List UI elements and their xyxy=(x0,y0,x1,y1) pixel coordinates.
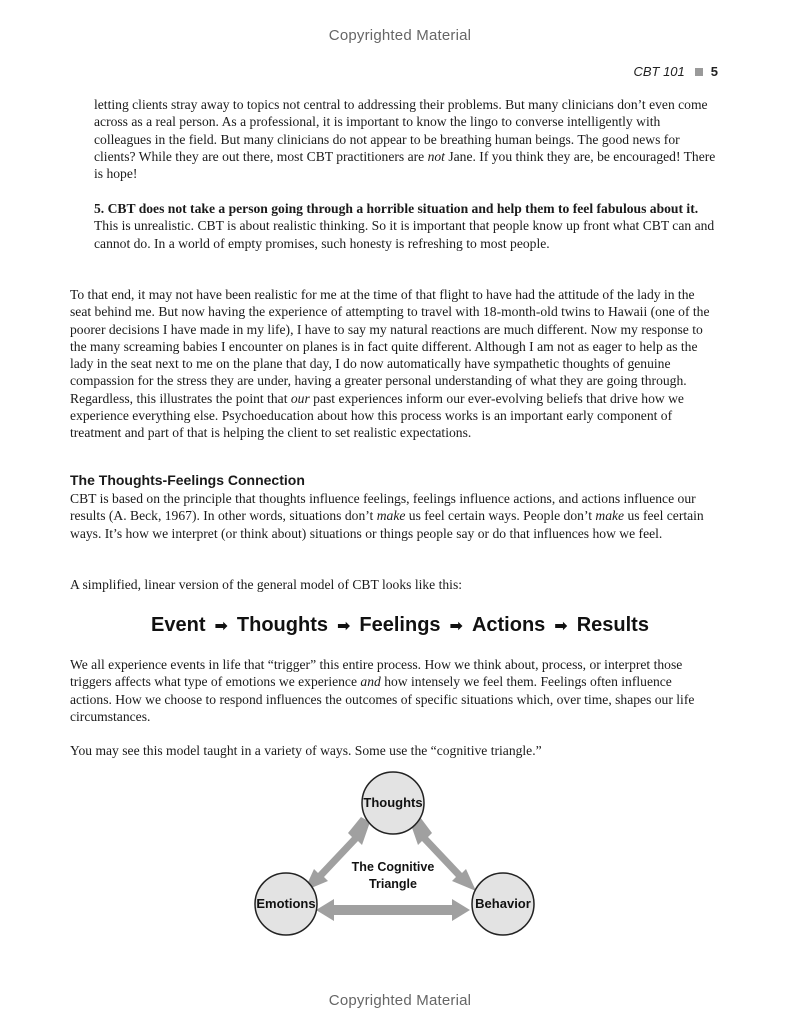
paragraph-model-intro: A simplified, linear version of the general model of CBT looks like this: xyxy=(70,577,463,592)
cognitive-triangle-diagram xyxy=(240,767,540,942)
arrow-right-icon: ➡ xyxy=(337,617,351,635)
paragraph-clinicians: letting clients stray away to topics not central to addressing their problems. But many clinicians don’t even come across as a real person. As a professional, it is important to know the lingo to converse intelligently with colleagues in the field. But many clinicians do not appear to be breathing human beings. The good news for clients? While they are out there, most CBT practitioners are not Jane. If you think they are, be encouraged! There is hope! xyxy=(94,97,716,182)
page-number: 5 xyxy=(710,64,718,79)
flow-step-results: Results xyxy=(576,614,649,636)
arrow-thoughts-behavior-icon xyxy=(410,817,476,891)
triangle-title-line1: The Cognitive xyxy=(351,860,435,874)
node-label-emotions: Emotions xyxy=(256,896,316,911)
node-behavior xyxy=(472,873,534,935)
flow-step-feelings: Feelings xyxy=(359,614,441,636)
flow-step-actions: Actions xyxy=(471,614,546,636)
paragraph-cbt-principle: CBT is based on the principle that thoughts influence feelings, feelings influence actions, and actions influence our results (A. Beck, 1967). In other words, situations don’t make us feel certain ways. People don’t make us feel certain ways. It’s how we interpret (or think about) situations or things people say or do that influences how we feel. xyxy=(70,491,704,541)
running-head-title: CBT 101 xyxy=(633,64,685,79)
node-emotions xyxy=(255,873,317,935)
paragraph-to-that-end: To that end, it may not have been realistic for me at the time of that flight to have had the attitude of the lady in the seat behind me. But now having the experience of attempting to travel with 18-month-old twins to Hawaii (one of the poorer decisions I have made in my life), I have to say my natural reactions are much different. Now my response to the many screaming babies I encounter on planes is in fact quite different. Although I am not as eager to help as the lady in the seat next to me on the plane that day, I do now automatically have sympathetic thoughts of genuine compassion for the stress they are under, having a greater personal understanding of what they are going through. Regardless, this illustrates the point that our past experiences inform our ever-evolving beliefs that drive how we experience everything else. Psychoeducation about how this process works is an important early component of treatment and part of that is helping the client to set realistic expectations. xyxy=(70,287,710,441)
watermark-bottom: Copyrighted Material xyxy=(328,992,472,1009)
node-thoughts xyxy=(362,772,424,834)
flow-step-event: Event xyxy=(151,614,206,636)
paragraph-cognitive-triangle-intro: You may see this model taught in a variety of ways. Some use the “cognitive triangle.” xyxy=(70,743,542,758)
arrow-right-icon: ➡ xyxy=(449,617,463,635)
running-head-square-icon xyxy=(695,68,703,76)
paragraph-point-5: 5. CBT does not take a person going through a horrible situation and help them to feel fabulous about it. This is unrealistic. CBT is about realistic thinking. So it is important that people know up front what CBT can and cannot do. In a world of empty promises, such honesty is refreshing to most people. xyxy=(94,201,715,251)
arrow-right-icon: ➡ xyxy=(554,617,568,635)
watermark-top: Copyrighted Material xyxy=(328,27,472,44)
flow-step-thoughts: Thoughts xyxy=(236,614,328,636)
cbt-model-flow xyxy=(0,614,800,637)
paragraph-triggers: We all experience events in life that “trigger” this entire process. How we think about, process, or interpret those triggers affects what type of emotions we experience and how intensely we feel them. Feelings often influence actions. How we choose to respond influences the outcomes of specific situations which, over time, shapes our life circumstances. xyxy=(70,657,695,724)
triangle-title-line2: Triangle xyxy=(369,877,417,891)
arrow-thoughts-emotions-icon xyxy=(304,817,370,891)
arrow-right-icon: ➡ xyxy=(214,617,228,635)
point-5-lead: 5. CBT does not take a person going through a horrible situation and help them to feel fabulous about it. xyxy=(94,201,699,216)
section-heading: The Thoughts-Feelings Connection xyxy=(70,472,305,488)
node-label-behavior: Behavior xyxy=(475,896,531,911)
arrow-emotions-behavior-icon xyxy=(316,899,470,921)
running-head xyxy=(633,64,718,79)
node-label-thoughts: Thoughts xyxy=(363,795,423,810)
